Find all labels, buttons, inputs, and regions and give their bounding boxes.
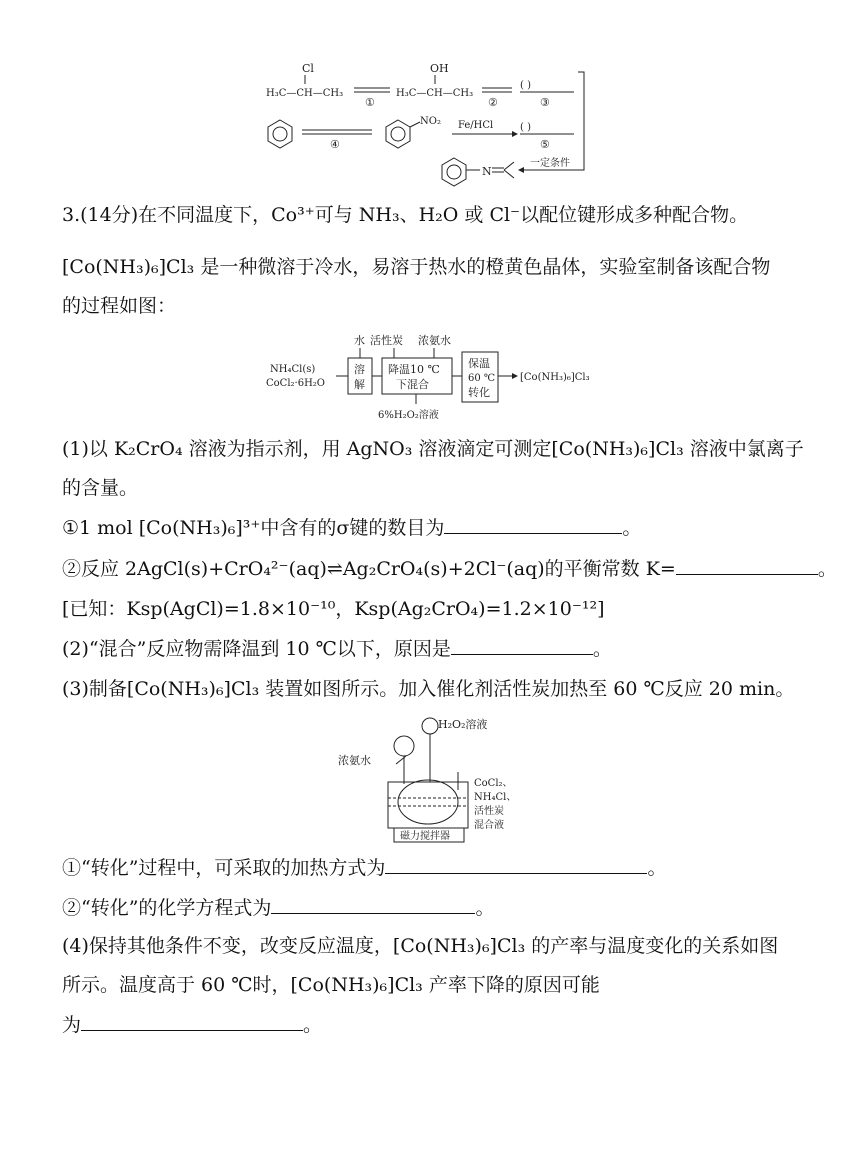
p3-q1-end: 。 bbox=[647, 857, 667, 879]
flow-top-carbon: 活性炭 bbox=[370, 334, 403, 347]
scheme-step1: ① bbox=[365, 96, 375, 109]
apparatus-stirrer: 磁力搅拌器 bbox=[400, 831, 450, 842]
p1-q2-answer-blank[interactable] bbox=[676, 556, 818, 575]
scheme-paren5: ( ) bbox=[520, 122, 531, 133]
apparatus-mix3: 活性炭 bbox=[474, 806, 504, 817]
scheme-paren3: ( ) bbox=[520, 80, 531, 91]
flow-box3c: 转化 bbox=[468, 386, 490, 399]
flow-product: [Co(NH₃)₆]Cl₃ bbox=[520, 372, 590, 383]
apparatus-figure bbox=[334, 712, 534, 844]
p1-q1-answer-blank[interactable] bbox=[444, 515, 622, 534]
flow-box3a: 保温 bbox=[468, 357, 490, 370]
synthesis-scheme-figure bbox=[262, 58, 612, 188]
p4-line3-text: 为 bbox=[62, 1014, 82, 1036]
q3-intro-line2: [Co(NH₃)₆]Cl₃ 是一种微溶于冷水，易溶于热水的橙黄色晶体，实验室制备该配合物 bbox=[62, 256, 771, 278]
scheme-step4: ④ bbox=[330, 138, 340, 151]
p1-line1: (1)以 K₂CrO₄ 溶液为指示剂，用 AgNO₃ 溶液滴定可测定[Co(NH₃)₆]Cl₃ 溶液中氯离子 bbox=[62, 438, 804, 460]
flow-box2b: 下混合 bbox=[396, 378, 429, 391]
p2-answer-blank[interactable] bbox=[451, 636, 593, 655]
scheme-oh-label: OH bbox=[430, 62, 449, 75]
p1-q2-text: ②反应 2AgCl(s)+CrO₄²⁻(aq)⇌Ag₂CrO₄(s)+2Cl⁻(aq)的平衡常数 K= bbox=[62, 558, 676, 580]
p2-end: 。 bbox=[592, 638, 612, 660]
scheme-condition: 一定条件 bbox=[530, 158, 570, 169]
scheme-fehcl: Fe/HCl bbox=[458, 120, 494, 131]
p3-q2-text: ②“转化”的化学方程式为 bbox=[62, 897, 272, 919]
p4-line1: (4)保持其他条件不变，改变反应温度，[Co(NH₃)₆]Cl₃ 的产率与温度变化的关系如图 bbox=[62, 935, 779, 957]
p3-q1-text: ①“转化”过程中，可采取的加热方式为 bbox=[62, 857, 386, 879]
p3-q2-answer-blank[interactable] bbox=[271, 895, 475, 914]
q3-intro-line1: 3.(14分)在不同温度下，Co³⁺可与 NH₃、H₂O 或 Cl⁻以配位键形成多种配合物。 bbox=[62, 204, 749, 226]
p1-known: [已知：Ksp(AgCl)=1.8×10⁻¹⁰，Ksp(Ag₂CrO₄)=1.2×10⁻¹²] bbox=[62, 598, 605, 620]
p4-line3 bbox=[62, 1012, 322, 1037]
apparatus-ammonia: 浓氨水 bbox=[338, 754, 371, 767]
p1-q1-text: ①1 mol [Co(NH₃)₆]³⁺中含有的σ键的数目为 bbox=[62, 517, 445, 539]
q3-intro-line3: 的过程如图： bbox=[62, 295, 177, 317]
scheme-cl-label: Cl bbox=[302, 62, 314, 75]
scheme-product-n: N bbox=[482, 165, 492, 178]
flow-top-ammonia: 浓氨水 bbox=[418, 334, 451, 347]
p3-q1 bbox=[62, 855, 666, 880]
scheme-chain2: H₃C—CH—CH₃ bbox=[396, 88, 474, 99]
p1-q2-end: 。 bbox=[817, 558, 837, 580]
flow-box1a: 溶 bbox=[354, 363, 365, 376]
flow-box2a: 降温10 ℃ bbox=[388, 363, 440, 376]
scheme-step3: ③ bbox=[540, 96, 550, 109]
p2-line bbox=[62, 636, 612, 661]
p4-answer-blank[interactable] bbox=[81, 1012, 303, 1031]
flow-top-water: 水 bbox=[354, 334, 365, 347]
flow-bottom: 6%H₂O₂溶液 bbox=[378, 410, 439, 421]
preparation-flowchart bbox=[264, 330, 604, 422]
p1-q1-end: 。 bbox=[622, 517, 642, 539]
apparatus-mix2: NH₄Cl、 bbox=[474, 792, 517, 803]
scheme-step2: ② bbox=[488, 96, 498, 109]
p4-line2: 所示。温度高于 60 ℃时，[Co(NH₃)₆]Cl₃ 产率下降的原因可能 bbox=[62, 974, 600, 996]
p3-q2-end: 。 bbox=[475, 897, 495, 919]
flow-reagent-2: CoCl₂·6H₂O bbox=[266, 378, 325, 389]
apparatus-mix4: 混合液 bbox=[474, 820, 504, 831]
p4-line3-end: 。 bbox=[303, 1014, 323, 1036]
apparatus-mix1: CoCl₂、 bbox=[474, 778, 513, 789]
apparatus-h2o2: H₂O₂溶液 bbox=[438, 718, 488, 731]
scheme-no2: NO₂ bbox=[420, 116, 441, 127]
flow-reagent-1: NH₄Cl(s) bbox=[270, 364, 316, 375]
flow-box3b: 60 ℃ bbox=[468, 373, 496, 384]
scheme-step5: ⑤ bbox=[540, 138, 550, 151]
p3-q2 bbox=[62, 895, 494, 920]
p1-q2 bbox=[62, 556, 837, 581]
scheme-chain1: H₃C—CH—CH₃ bbox=[266, 88, 344, 99]
p3-q1-answer-blank[interactable] bbox=[385, 855, 647, 874]
p3-line: (3)制备[Co(NH₃)₆]Cl₃ 装置如图所示。加入催化剂活性炭加热至 60 ℃反应 20 min。 bbox=[62, 678, 795, 700]
p2-text: (2)“混合”反应物需降温到 10 ℃以下，原因是 bbox=[62, 638, 451, 660]
p1-line2: 的含量。 bbox=[62, 477, 139, 499]
flow-box1b: 解 bbox=[354, 378, 365, 391]
p1-q1 bbox=[62, 515, 641, 540]
